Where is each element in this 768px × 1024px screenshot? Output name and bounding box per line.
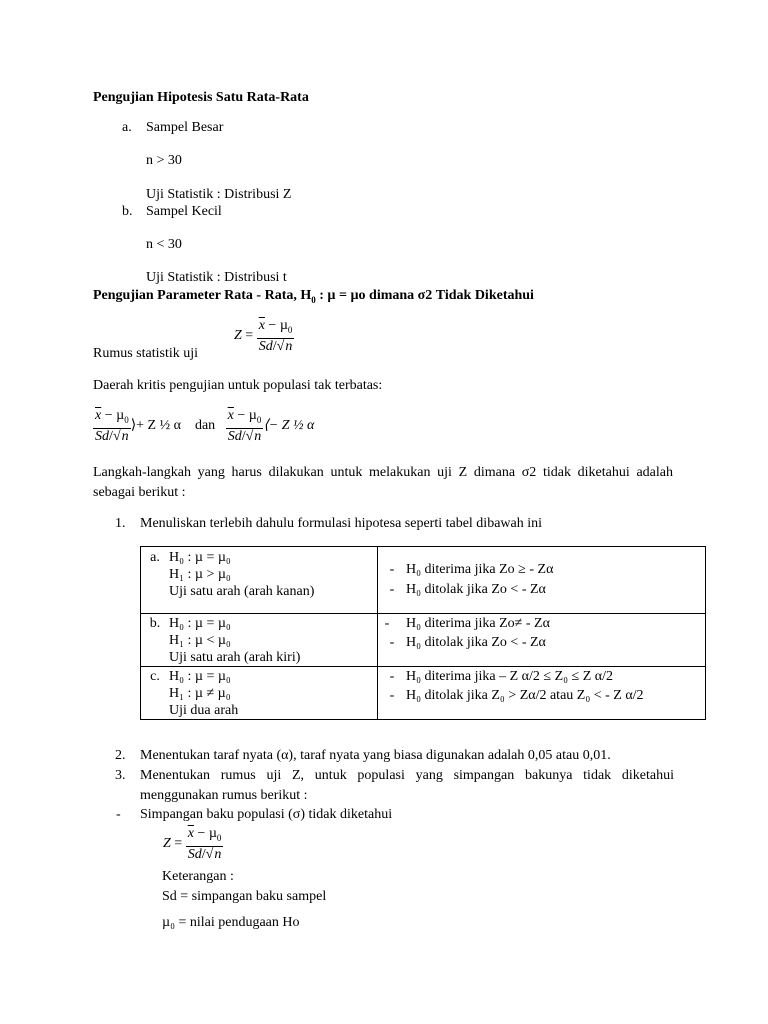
paragraph: Langkah-langkah yang harus dilakukan untuk melakukan uji Z dimana σ2 tidak diketahui adalah sebagai berikut : xyxy=(93,465,673,500)
hypothesis-cell: b. H₀ : µ = µ₀ H₁ : µ < µ₀ Uji satu arah (arah kiri) xyxy=(141,614,378,667)
list-item-label: Sampel Besar xyxy=(146,120,224,135)
list-marker: b. xyxy=(122,204,133,219)
step-number: 3. xyxy=(115,768,126,783)
step-number: 2. xyxy=(115,748,126,763)
step-text: Menuliskan terlebih dahulu formulasi hipotesa seperti tabel dibawah ini xyxy=(140,516,543,531)
test-statistic-text: Uji Statistik : Distribusi t xyxy=(146,270,287,285)
hypothesis-table xyxy=(140,546,706,720)
section-heading: Pengujian Parameter Rata - Rata, $H_0$ : µ = µo dimana σ2 Tidak Diketahui xyxy=(93,288,534,305)
bullet-dash: - xyxy=(116,807,121,822)
definition-sd: Sd = simpangan baku sampel xyxy=(162,889,327,904)
step-text: Menentukan taraf nyata (α), taraf nyata yang biasa digunakan adalah 0,05 atau 0,01. xyxy=(140,748,611,763)
hypothesis-cell: c. H₀ : µ = µ₀ H₁ : µ ≠ µ₀ Uji dua arah xyxy=(141,667,378,720)
table-row xyxy=(141,547,706,614)
decision-cell: - H₀ diterima jika Zo ≥ - Zα - H₀ ditolak jika Zo < - Zα xyxy=(378,547,706,614)
bullet-text: Simpangan baku populasi (σ) tidak diketahui xyxy=(140,807,393,822)
z-formula: Z = $\frac{\overline{x} - \mu_0}{Sd/√n}$ xyxy=(234,318,293,354)
condition-text: n > 30 xyxy=(146,153,182,168)
table-row xyxy=(141,614,706,667)
list-item-label: Sampel Kecil xyxy=(146,204,222,219)
table-row xyxy=(141,667,706,720)
keterangan-label: Keterangan : xyxy=(162,869,234,884)
paragraph: Daerah kritis pengujian untuk populasi tak terbatas: xyxy=(93,378,383,393)
decision-cell: - H₀ diterima jika – Z α/2 ≤ Z₀ ≤ Z α/2 - H₀ ditolak jika Z₀ > Zα/2 atau Z₀ < - Z α/2 xyxy=(378,667,706,720)
step-text: Menentukan rumus uji Z, untuk populasi yang simpangan bakunya tidak diketahui menggunakan rumus berikut : xyxy=(140,768,674,803)
z-formula: Z = $\frac{\overline{x} - \mu_0}{Sd/√n}$ xyxy=(163,826,222,862)
step-number: 1. xyxy=(115,516,126,531)
test-statistic-text: Uji Statistik : Distribusi Z xyxy=(146,187,292,202)
hypothesis-cell: a. H₀ : µ = µ₀ H₁ : µ > µ₀ Uji satu arah (arah kanan) xyxy=(141,547,378,614)
definition-mu: µ₀ = nilai pendugaan Ho xyxy=(162,915,300,930)
list-marker: a. xyxy=(122,120,132,135)
critical-region-formula: $\frac{\overline{x} - \mu_0}{Sd/√n}$ ⟩+ Z ½ α dan $\frac{\overline{x} - \mu_0}{Sd/√n}$ ⟨− Z ½ α xyxy=(95,408,315,444)
decision-cell: - H₀ diterima jika Zo≠ - Zα - H₀ ditolak jika Zo < - Zα xyxy=(378,614,706,667)
formula-label: Rumus statistik uji xyxy=(93,346,199,361)
condition-text: n < 30 xyxy=(146,237,182,252)
section-heading: Pengujian Hipotesis Satu Rata-Rata xyxy=(93,90,309,105)
